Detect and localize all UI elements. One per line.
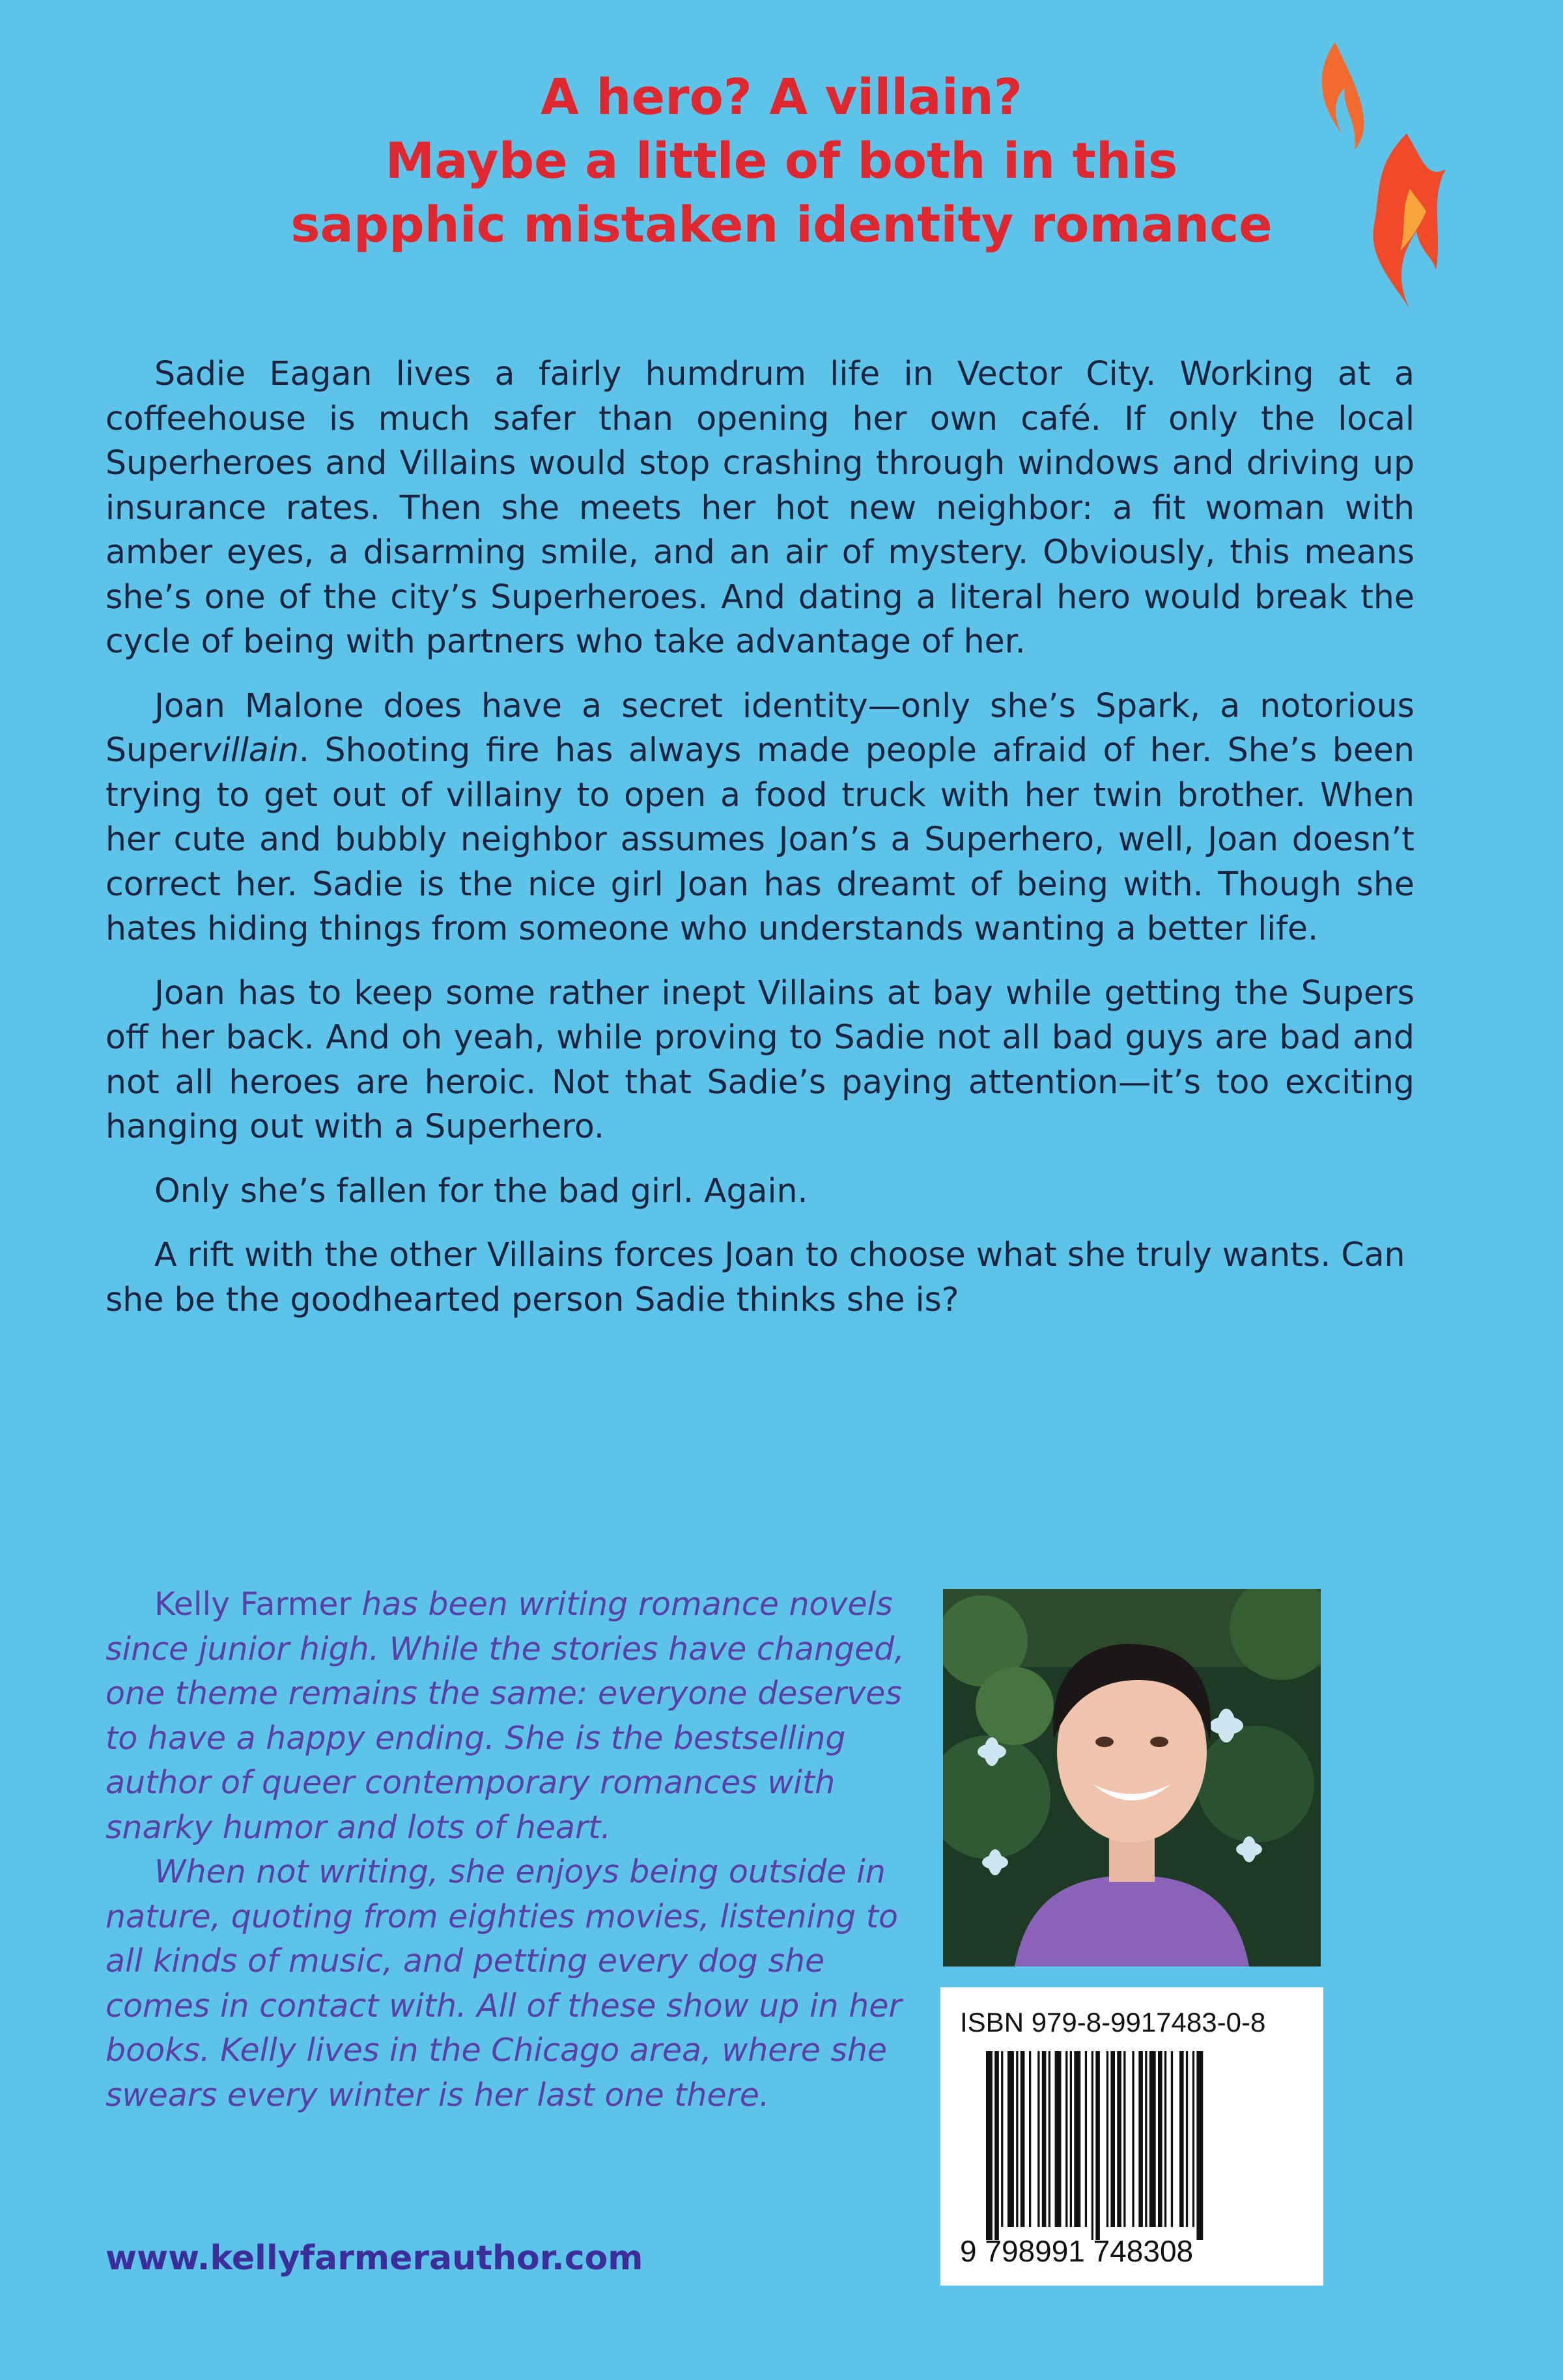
description-paragraph-2-start: Joan Malone does have a secret identity—only she’s Spark, a notorious Super [106,686,1415,769]
description-italic-word: villain [201,731,299,769]
barcode-bar [986,2051,993,2240]
barcode-bar [1179,2051,1184,2227]
description-paragraph-3: Joan has to keep some rather inept Villains at bay while getting the Supers off her back. And oh yeah, while proving to Sadie not all bad guys are bad and not all heroes are heroic. Not that Sadie’s paying attention—it’s too exciting hanging out with a Superhero. [106,973,1415,1145]
author-name: Kelly Farmer [154,1586,352,1623]
bio-paragraph-1-text: has been writing romance novels since junior high. While the stories have changed, one theme remains the same: everyone deserves to have a happy ending. She is the bestselling author of queer contemporary romances with snarky humor and lots of heart. [106,1586,905,1846]
barcode-bar [1164,2051,1166,2227]
barcode-bar [1110,2051,1115,2227]
barcode-bar [1138,2051,1143,2227]
barcode-bar [1085,2051,1087,2227]
headline-line-3: sapphic mistaken identity romance [290,195,1273,253]
bio-paragraph-1 [106,1582,913,1850]
barcode-bar [1145,2051,1147,2227]
barcode-box [940,1987,1323,2286]
barcode-bar [1186,2051,1188,2227]
author-bio [106,1582,913,2118]
barcode-bar [1106,2051,1108,2227]
barcode-bar [1158,2051,1162,2227]
headline-line-1: A hero? A villain? [541,68,1022,126]
description-paragraph-5: A rift with the other Villains forces Joan to choose what she truly wants. Can she be the goodhearted person Sadie thinks she is? [106,1235,1405,1319]
author-website-link[interactable]: www.kellyfarmerauthor.com [106,2239,643,2278]
author-photo [943,1589,1321,1967]
barcode-bar [1001,2051,1003,2227]
barcode [986,2051,1292,2240]
barcode-bar [1132,2051,1134,2227]
barcode-bar [994,2051,999,2240]
description-paragraph-4: Only she’s fallen for the bad girl. Again. [154,1171,808,1210]
barcode-bar [1074,2051,1080,2227]
isbn-label: ISBN 979-8-9917483-0-8 [960,2007,1266,2037]
description-paragraph-2 [106,684,1415,951]
barcode-bar [1049,2051,1050,2227]
description-paragraph-2-end: . Shooting fire has always made people afraid of her. She’s been trying to get out of villainy to open a food truck with her twin brother. When her cute and bubbly neighbor assumes Joan’s a Superhero, well, Joan doesn’t correct her. Sadie is the nice girl Joan has dreamt of being with. Though she hates hiding things from someone who understands wanting a better life. [106,731,1415,947]
barcode-bar [1007,2051,1014,2227]
barcode-bar [1029,2051,1031,2227]
barcode-bar [1091,2051,1093,2240]
barcode-bar [1095,2051,1100,2240]
book-description [106,352,1415,1341]
barcode-bar [1042,2051,1047,2227]
description-paragraph-1: Sadie Eagan lives a fairly humdrum life in Vector City. Working at a coffeehouse is much safer than opening her own café. If only the local Superheroes and Villains would stop crashing through windows and driving up insurance rates. Then she meets her hot new neighbor: a fit woman with amber eyes, a disarming smile, and an air of mystery. Obviously, this means she’s one of the city’s Superheroes. And dating a literal hero would break the cycle of being with partners who take advantage of her. [106,354,1415,660]
barcode-bar [1123,2051,1125,2227]
barcode-bar [1021,2051,1025,2227]
barcode-bar [1070,2051,1072,2227]
barcode-bar [1192,2051,1194,2227]
barcode-bar [1171,2051,1173,2227]
barcode-bar [1037,2051,1039,2227]
barcode-digits: 9 798991 748308 [960,2234,1194,2268]
barcode-bar [1196,2051,1203,2240]
barcode-bar [1117,2051,1121,2227]
barcode-bar [1016,2051,1018,2227]
bio-paragraph-2: When not writing, she enjoys being outside in nature, quoting from eighties movies, listening to all kinds of music, and petting every dog she comes in contact with. All of these show up in her books. Kelly lives in the Chicago area, where she swears every winter is her last one there. [106,1853,902,2114]
flame-icon [1296,36,1452,316]
headline-line-2: Maybe a little of both in this [385,132,1178,189]
barcode-bar [1055,2051,1062,2227]
barcode-bar [1065,2051,1067,2227]
barcode-bar [1149,2051,1156,2227]
